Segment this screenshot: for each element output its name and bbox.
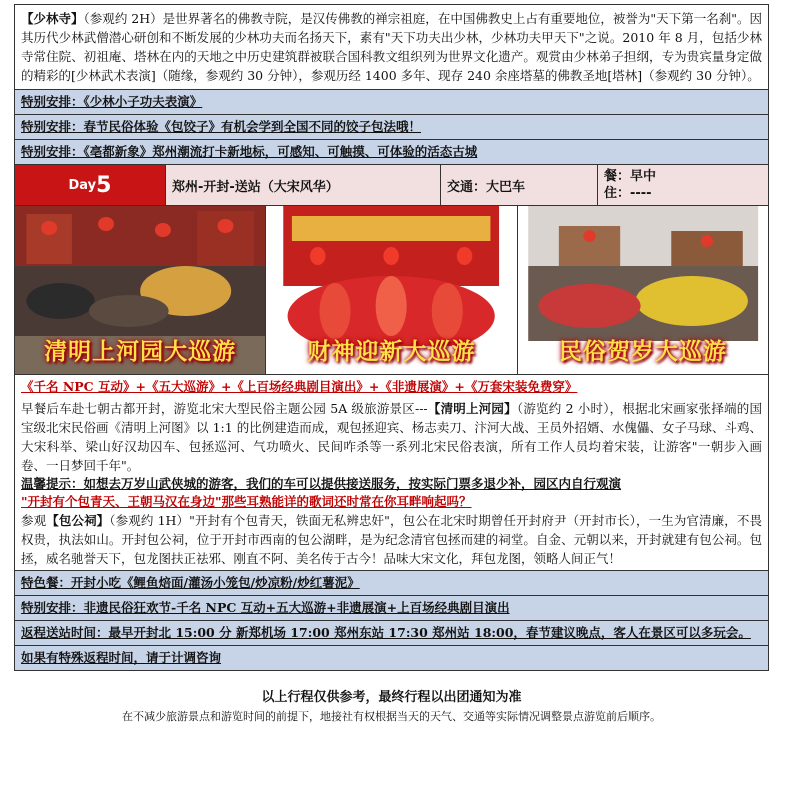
day-prefix: Day — [68, 177, 97, 193]
special-meal-bar: 特色餐：开封小吃《鲤鱼焙面/灌汤小笼包/炒凉粉/炒红薯泥》 — [15, 570, 768, 595]
special-arrangement-2: 特别安排：春节民俗体验《包饺子》有机会学到全国不同的饺子包法哦！ — [15, 114, 768, 139]
photo-parade-2 — [266, 206, 517, 374]
warm-tip: 温馨提示：如想去万岁山武侠城的游客，我们的车可以提供接送服务，按实际门票多退少补，园区内自行观演 — [21, 476, 622, 491]
day-header-row — [15, 164, 768, 205]
shaolin-text: （参观约 2H）是世界著名的佛教寺院，是汉传佛教的禅宗祖庭，在中国佛教史上占有重要地位，被誉为"天下第一名刹"。因其历代少林武僧潜心研创和不断发展的少林功夫而名扬天下，素有"天下功夫出少林，少林功夫甲天下"之说。2010 年 8 月，包括少林寺常住院、初祖庵、塔林在内的天地之中历史建筑群被联合国科教文组织列为世界文化遗产。观赏由少林弟子担纲，专为贵宾量身定做的精彩的[少林武术表演]（随缘，参观约 30 分钟），参观历经 1400 多年、现存 240 余座塔墓的佛教圣地[塔林]（参观约 30 分钟）。 — [21, 11, 762, 83]
special-return-bar: 如果有特殊返程时间，请于计调咨询 — [15, 645, 768, 670]
baogong-description — [15, 511, 768, 570]
baogong-text: （参观约 1H）"开封有个包青天，铁面无私辨忠奸"，包公在北宋时期曾任开封府尹（开封市长），一生为官清廉，不畏权贵，执法如山。开封包公祠，位于开封市西南的包公湖畔，是为纪念清官包拯而建的祠堂。自金、元朝以来，开封就建有包公祠。包拯，威名驰誉天下，包龙图扶正祛邪、刚直不阿、美名传于古今！品味大宋文化，拜包龙图，领略人间正气！ — [21, 513, 762, 566]
shaolin-name: 【少林寺】 — [21, 11, 84, 26]
photo-parade-3 — [518, 206, 768, 374]
photo-caption-1: 清明上河园大巡游 — [44, 339, 237, 365]
qingming-pre: 早餐后车赴七朝古都开封，游览北宋大型民俗主题公园 5A 级旅游景区--- — [21, 401, 428, 416]
qingming-text: （游览约 2 小时），根据北宋画家张择端的国宝级北宋民俗画《清明上河图》以 1:1 的比例建造而成，观包拯迎宾、杨志卖刀、汴河大战、王员外招婿、水傀儡、女子马球、斗鸡、大宋科举、梁山好汉劫囚车、包拯巡河、气功喷火、民间咋杀等一系列北宋民俗表演，所有工作人员均着宋装，让游客"一朝步入画卷、一日梦回千年"。 — [21, 401, 762, 473]
return-time-bar: 返程送站时间：最早开封北 15:00 分 新郑机场 17:00 郑州东站 17:30 郑州站 18:00，春节建议晚点，客人在景区可以多玩会。 — [15, 620, 768, 645]
special-arrangement-1: 特别安排：《少林小子功夫表演》 — [15, 89, 768, 114]
day-meal-stay — [598, 165, 768, 205]
photo-strip — [15, 205, 768, 374]
photo-caption-3: 民俗贺岁大巡游 — [558, 339, 727, 365]
itinerary-table — [14, 4, 769, 671]
day-label — [15, 165, 166, 205]
baogong-name: 【包公祠】 — [46, 513, 110, 528]
day-stay: 住：---- — [604, 186, 652, 201]
day-route: 郑州-开封-送站（大宋风华） — [166, 165, 441, 205]
special-arrangement-3: 特别安排：《亳都新象》郑州潮流打卡新地标，可感知、可触摸、可体验的活态古城 — [15, 139, 768, 164]
shaolin-intro — [15, 5, 768, 89]
qingming-name: 【清明上河园】 — [427, 401, 517, 416]
photo-caption-2: 财神迎新大巡游 — [307, 339, 476, 365]
footer-note: 在不减少旅游景点和游览时间的前提下，地接社有权根据当天的天气、交通等实际情况调整景点游览前后顺序。 — [122, 710, 661, 723]
day-meal: 餐：早中 — [604, 169, 657, 184]
qingming-description — [15, 399, 768, 475]
baogong-pre: 参观 — [21, 513, 47, 528]
special-arrangement-4: 特别安排：非遗民俗狂欢节-千名 NPC 互动+五大巡游+非遗展演+上百场经典剧目演出 — [15, 595, 768, 620]
photo-parade-1 — [15, 206, 266, 374]
day-highlights: 《千名 NPC 互动》+《五大巡游》+《上百场经典剧目演出》+《非遗展演》+《万套宋装免费穿》 — [15, 374, 768, 399]
day-traffic: 交通：大巴车 — [441, 165, 598, 205]
day-number: 5 — [96, 172, 112, 198]
footer-title: 以上行程仅供参考，最终行程以出团通知为准 — [261, 690, 522, 705]
lyric-tip: "开封有个包青天、王朝马汉在身边"那些耳熟能详的歌词还时常在你耳畔响起吗？ — [21, 494, 472, 509]
